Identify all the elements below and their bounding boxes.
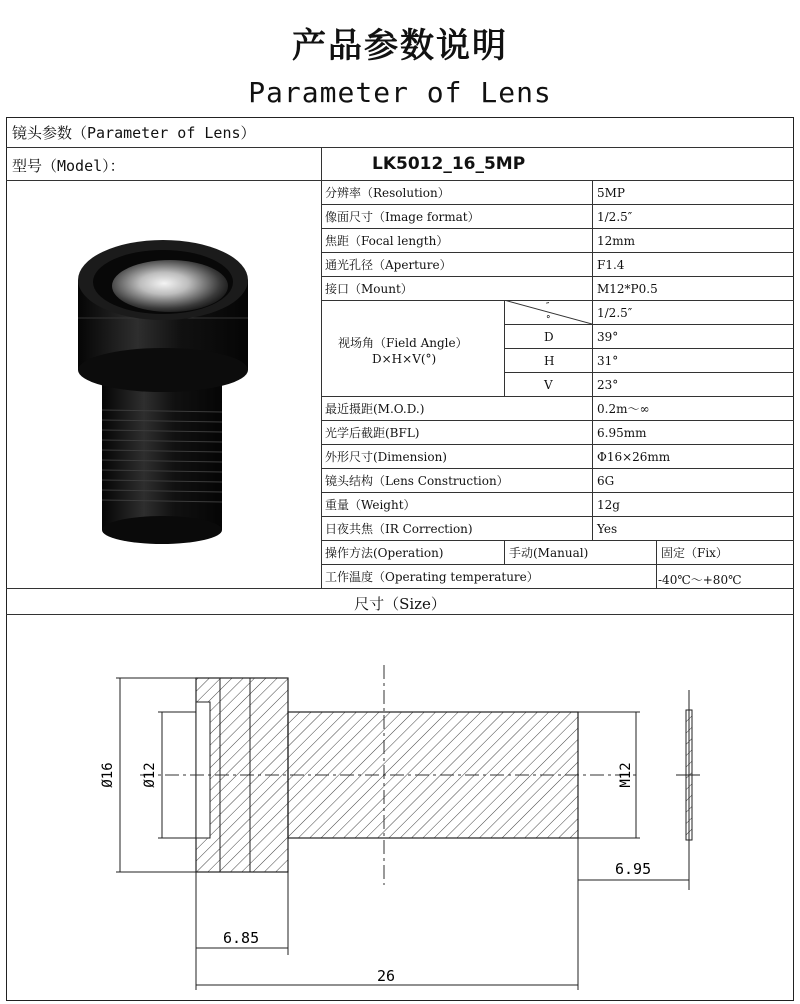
param-value: 6.95mm <box>597 426 647 440</box>
field-angle-format: 1/2.5″ <box>597 306 633 320</box>
param-label: 焦距（Focal length） <box>325 234 449 248</box>
dim-inner-diameter: Ø12 <box>142 762 158 788</box>
field-angle-value: 23° <box>597 378 619 392</box>
diagonal-divider <box>504 300 592 324</box>
param-label: 最近摄距(M.O.D.) <box>325 402 425 416</box>
page-subtitle: Parameter of Lens <box>248 76 552 109</box>
temperature-label: 工作温度（Operating temperature） <box>325 570 539 584</box>
section-header: 镜头参数（Parameter of Lens） <box>12 124 256 142</box>
param-label: 接口（Mount） <box>325 282 413 296</box>
operation-label: 操作方法(Operation) <box>325 546 444 560</box>
param-label: 日夜共焦（IR Correction) <box>325 522 473 536</box>
field-angle-unit: D×H×V(°) <box>372 352 437 366</box>
dim-bfl: 6.95 <box>615 860 652 878</box>
param-label: 分辨率（Resolution） <box>325 186 450 200</box>
field-angle-value: 39° <box>597 330 619 344</box>
param-value: M12*P0.5 <box>597 282 658 296</box>
size-section-title: 尺寸（Size） <box>354 595 446 613</box>
param-label: 像面尺寸（Image format） <box>325 210 480 224</box>
model-label: 型号（Model）： <box>12 157 125 175</box>
field-angle-key: D <box>544 330 554 344</box>
param-value: 12mm <box>597 234 636 248</box>
field-angle-value: 31° <box>597 354 619 368</box>
page-title: 产品参数说明 <box>292 26 508 66</box>
param-value: F1.4 <box>597 258 625 272</box>
param-value: 5MP <box>597 186 625 200</box>
diag-bottom-mark: ° <box>546 315 551 324</box>
field-angle-key: H <box>544 354 555 368</box>
model-value: LK5012_16_5MP <box>372 154 526 174</box>
dim-outer-diameter: Ø16 <box>100 762 116 788</box>
param-value: 12g <box>597 498 620 512</box>
dimension-drawing <box>80 660 720 1000</box>
field-angle-label: 视场角（Field Angle） <box>338 336 468 350</box>
dim-thread: M12 <box>618 762 634 788</box>
param-value: Yes <box>597 522 618 536</box>
diag-top-mark: ″ <box>546 302 550 312</box>
param-label: 通光孔径（Aperture） <box>325 258 452 272</box>
param-label: 镜头结构（Lens Construction） <box>325 474 509 488</box>
field-angle-key: V <box>544 378 553 392</box>
temperature-value: -40℃～+80℃ <box>658 573 742 587</box>
param-label: 光学后截距(BFL) <box>325 426 420 440</box>
dim-flange: 6.85 <box>223 929 260 947</box>
param-label: 重量（Weight） <box>325 498 416 512</box>
operation-fix: 固定（Fix） <box>661 546 728 560</box>
dim-length: 26 <box>377 967 396 985</box>
param-value: 0.2m～∞ <box>597 402 650 416</box>
param-label: 外形尺寸(Dimension) <box>325 450 447 464</box>
lens-photo <box>60 210 280 570</box>
operation-manual: 手动(Manual) <box>509 546 589 560</box>
param-value: 6G <box>597 474 615 488</box>
param-value: Φ16×26mm <box>597 450 671 464</box>
param-value: 1/2.5″ <box>597 210 633 224</box>
